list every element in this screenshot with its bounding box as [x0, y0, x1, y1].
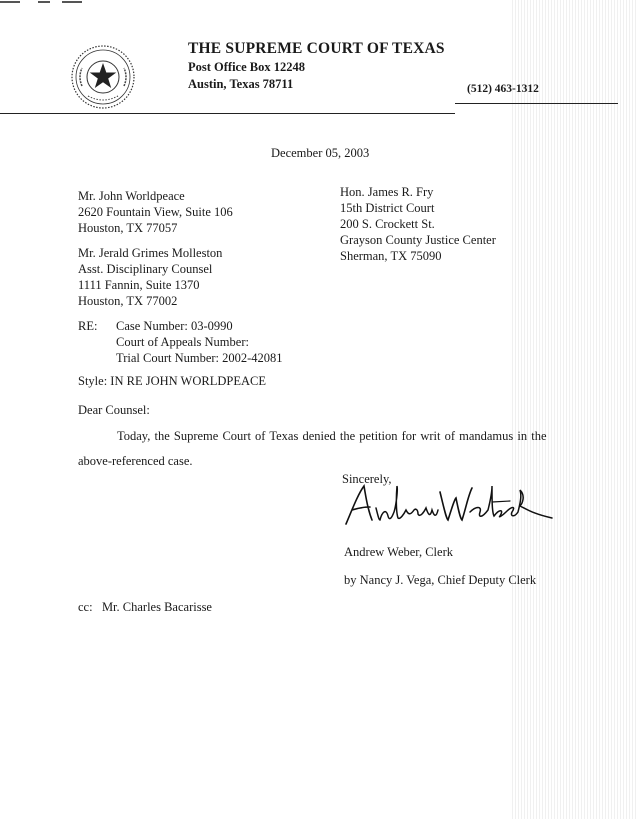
recipient-fry	[340, 184, 496, 264]
address-line: Houston, TX 77002	[78, 294, 178, 308]
address-line: Houston, TX 77057	[78, 221, 178, 235]
address-line: 200 S. Crockett St.	[340, 217, 435, 231]
header-rule-right	[455, 103, 618, 104]
salutation: Dear Counsel:	[78, 403, 150, 417]
address-line: 15th District Court	[340, 201, 435, 215]
address-line: Hon. James R. Fry	[340, 185, 434, 199]
scan-artifact-strip	[510, 0, 637, 819]
carbon-copy: cc: Mr. Charles Bacarisse	[78, 600, 212, 614]
court-of-appeals-number: Court of Appeals Number:	[116, 335, 249, 349]
supreme-court-seal-icon	[70, 44, 136, 110]
recipient-worldpeace	[78, 188, 233, 236]
signatory-by: by Nancy J. Vega, Chief Deputy Clerk	[344, 573, 537, 587]
address-line: Mr. Jerald Grimes Molleston	[78, 246, 223, 260]
phone-number: (512) 463-1312	[467, 83, 539, 95]
address-line: Asst. Disciplinary Counsel	[78, 262, 213, 276]
body-text-line: above-referenced case.	[78, 454, 193, 468]
handwritten-signature	[342, 480, 554, 530]
signatory-name: Andrew Weber, Clerk	[344, 545, 453, 559]
scan-mark	[0, 0, 90, 4]
address-line: 1111 Fannin, Suite 1370	[78, 278, 200, 292]
body-text-line: Today, the Supreme Court of Texas denied the petition for writ of mandamus in the	[117, 429, 547, 443]
po-box: Post Office Box 12248	[188, 60, 305, 74]
re-block	[116, 318, 283, 366]
re-label: RE:	[78, 319, 98, 333]
recipient-molleston	[78, 245, 222, 309]
city-state-zip: Austin, Texas 78711	[188, 77, 294, 91]
address-line: Grayson County Justice Center	[340, 233, 496, 247]
address-line: Sherman, TX 75090	[340, 249, 442, 263]
letter-date: December 05, 2003	[271, 146, 370, 160]
closing: Sincerely,	[342, 472, 392, 486]
trial-court-number: Trial Court Number: 2002-42081	[116, 351, 283, 365]
address-line: 2620 Fountain View, Suite 106	[78, 205, 233, 219]
header-rule-left	[0, 113, 455, 114]
address-line: Mr. John Worldpeace	[78, 189, 185, 203]
court-name: THE SUPREME COURT OF TEXAS	[188, 40, 445, 57]
case-number: Case Number: 03-0990	[116, 319, 233, 333]
case-style: Style: IN RE JOHN WORLDPEACE	[78, 374, 266, 388]
